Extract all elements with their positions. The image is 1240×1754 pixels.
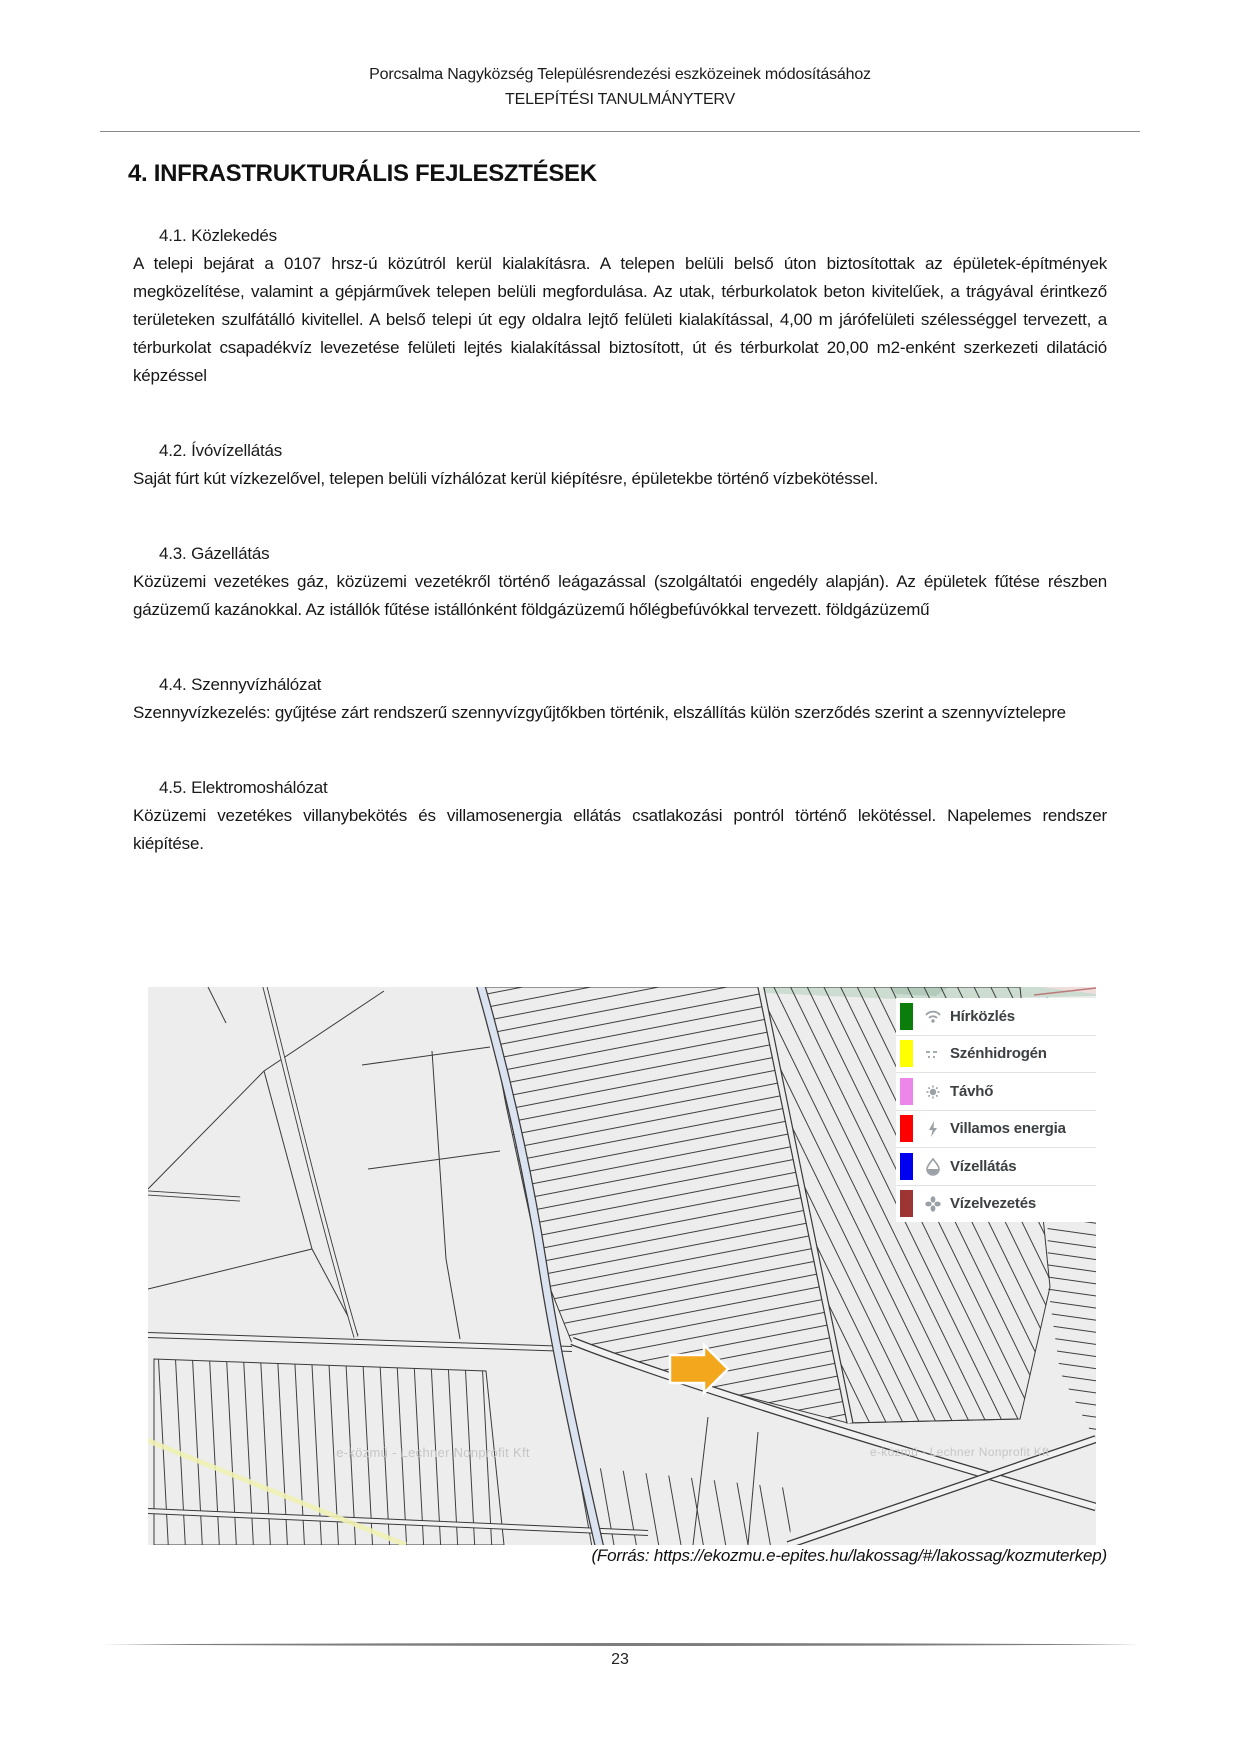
legend-label: Távhő [950,1082,994,1100]
legend-color-chip [900,1153,913,1180]
sun-icon [922,1081,944,1101]
legend-label: Villamos energia [950,1120,1066,1138]
section-paragraph: Szennyvízkezelés: gyűjtése zárt rendszerű szennyvízgyűjtőkben történik, elszállítás külön szerződés szerint a szennyvíztelepre [133,703,1066,722]
section-szennyvizhalozat [133,671,1107,727]
droplet-icon [922,1156,944,1176]
map-watermark: e-közmű - Lechner Nonprofit Kft [336,1445,530,1460]
map-legend [896,998,1096,1222]
section-paragraph: Saját fúrt kút vízkezelővel, telepen belüli vízhálózat kerül kiépítésre, épületekbe történő vízbekötéssel. [133,469,879,488]
section-heading: 4.5. Elektromoshálózat [159,778,328,797]
section-gazellatas [133,540,1107,624]
legend-row-vizelvezetes [896,1185,1096,1223]
section-paragraph: Közüzemi vezetékes villanybekötés és villamosenergia ellátás csatlakozási pontról történő lekötéssel. Napelemes rendszer kiépítése. [133,806,1107,853]
utility-map [148,987,1096,1545]
legend-label: Szénhidrogén [950,1045,1047,1063]
legend-color-chip [900,1003,913,1030]
legend-color-chip [900,1040,913,1067]
legend-color-chip [900,1115,913,1142]
legend-row-vizellatas [896,1147,1096,1185]
section-kozlekedes [133,222,1107,390]
section-heading: 4.3. Gázellátás [159,544,270,563]
legend-label: Vízelvezetés [950,1195,1036,1213]
document-body [133,222,1107,858]
legend-row-szenhidrogen [896,1035,1096,1073]
legend-label: Hírközlés [950,1007,1015,1025]
legend-label: Vízellátás [950,1157,1017,1175]
legend-row-villamos-energia [896,1110,1096,1148]
legend-row-hirkozles [896,998,1096,1035]
page-header [0,62,1240,112]
section-heading: 4.2. Ívóvízellátás [159,441,283,460]
section-elektromoshalozat [133,774,1107,858]
fan-icon [922,1194,944,1214]
wifi-icon [922,1006,944,1026]
section-paragraph: A telepi bejárat a 0107 hrsz-ú közútról kerül kialakításra. A telepen belüli belső úton biztosítottak az épületek-építmények megközelítése, valamint a gépjárművek telepen belüli megfordulása. Az utak, térburkolatok beton kivitelűek, a trágyával érintkező területeken szulfátálló kivitellel. A belső telepi út egy oldalra lejtő felületi kialakítással, 4,00 m járófelületi szélességgel tervezett, a térburkolat csapadékvíz levezetése felületi lejtés kialakítással biztosított, út és térburkolat 20,00 m2-enként szerkezeti dilatáció képzéssel [133,254,1107,385]
footer-divider [100,1642,1140,1647]
header-line1: Porcsalma Nagyközség Településrendezési eszközeinek módosításához [369,66,871,83]
map-watermark: e-közmű - Lechner Nonprofit Kft [870,1445,1050,1459]
dashes-icon [922,1044,944,1064]
header-divider [100,131,1140,132]
header-line2: TELEPÍTÉSI TANULMÁNYTERV [505,91,735,108]
legend-color-chip [900,1190,913,1217]
legend-row-tavho [896,1072,1096,1110]
legend-color-chip [900,1078,913,1105]
page-title: 4. INFRASTRUKTURÁLIS FEJLESZTÉSEK [128,160,597,188]
section-heading: 4.4. Szennyvízhálózat [159,675,322,694]
page-number: 23 [611,1651,629,1668]
section-ivovizellatas [133,437,1107,493]
section-heading: 4.1. Közlekedés [159,226,277,245]
map-source-caption: (Forrás: https://ekozmu.e-epites.hu/lakossag/#/lakossag/kozmuterkep) [591,1546,1107,1565]
lightning-icon [922,1119,944,1139]
section-paragraph: Közüzemi vezetékes gáz, közüzemi vezetékről történő leágazással (szolgáltatói engedély alapján). Az épületek fűtése részben gázüzemű kazánokkal. Az istállók fűtése istállónként földgázüzemű hőlégbefúvókkal tervezett. földgázüzemű [133,572,1107,619]
